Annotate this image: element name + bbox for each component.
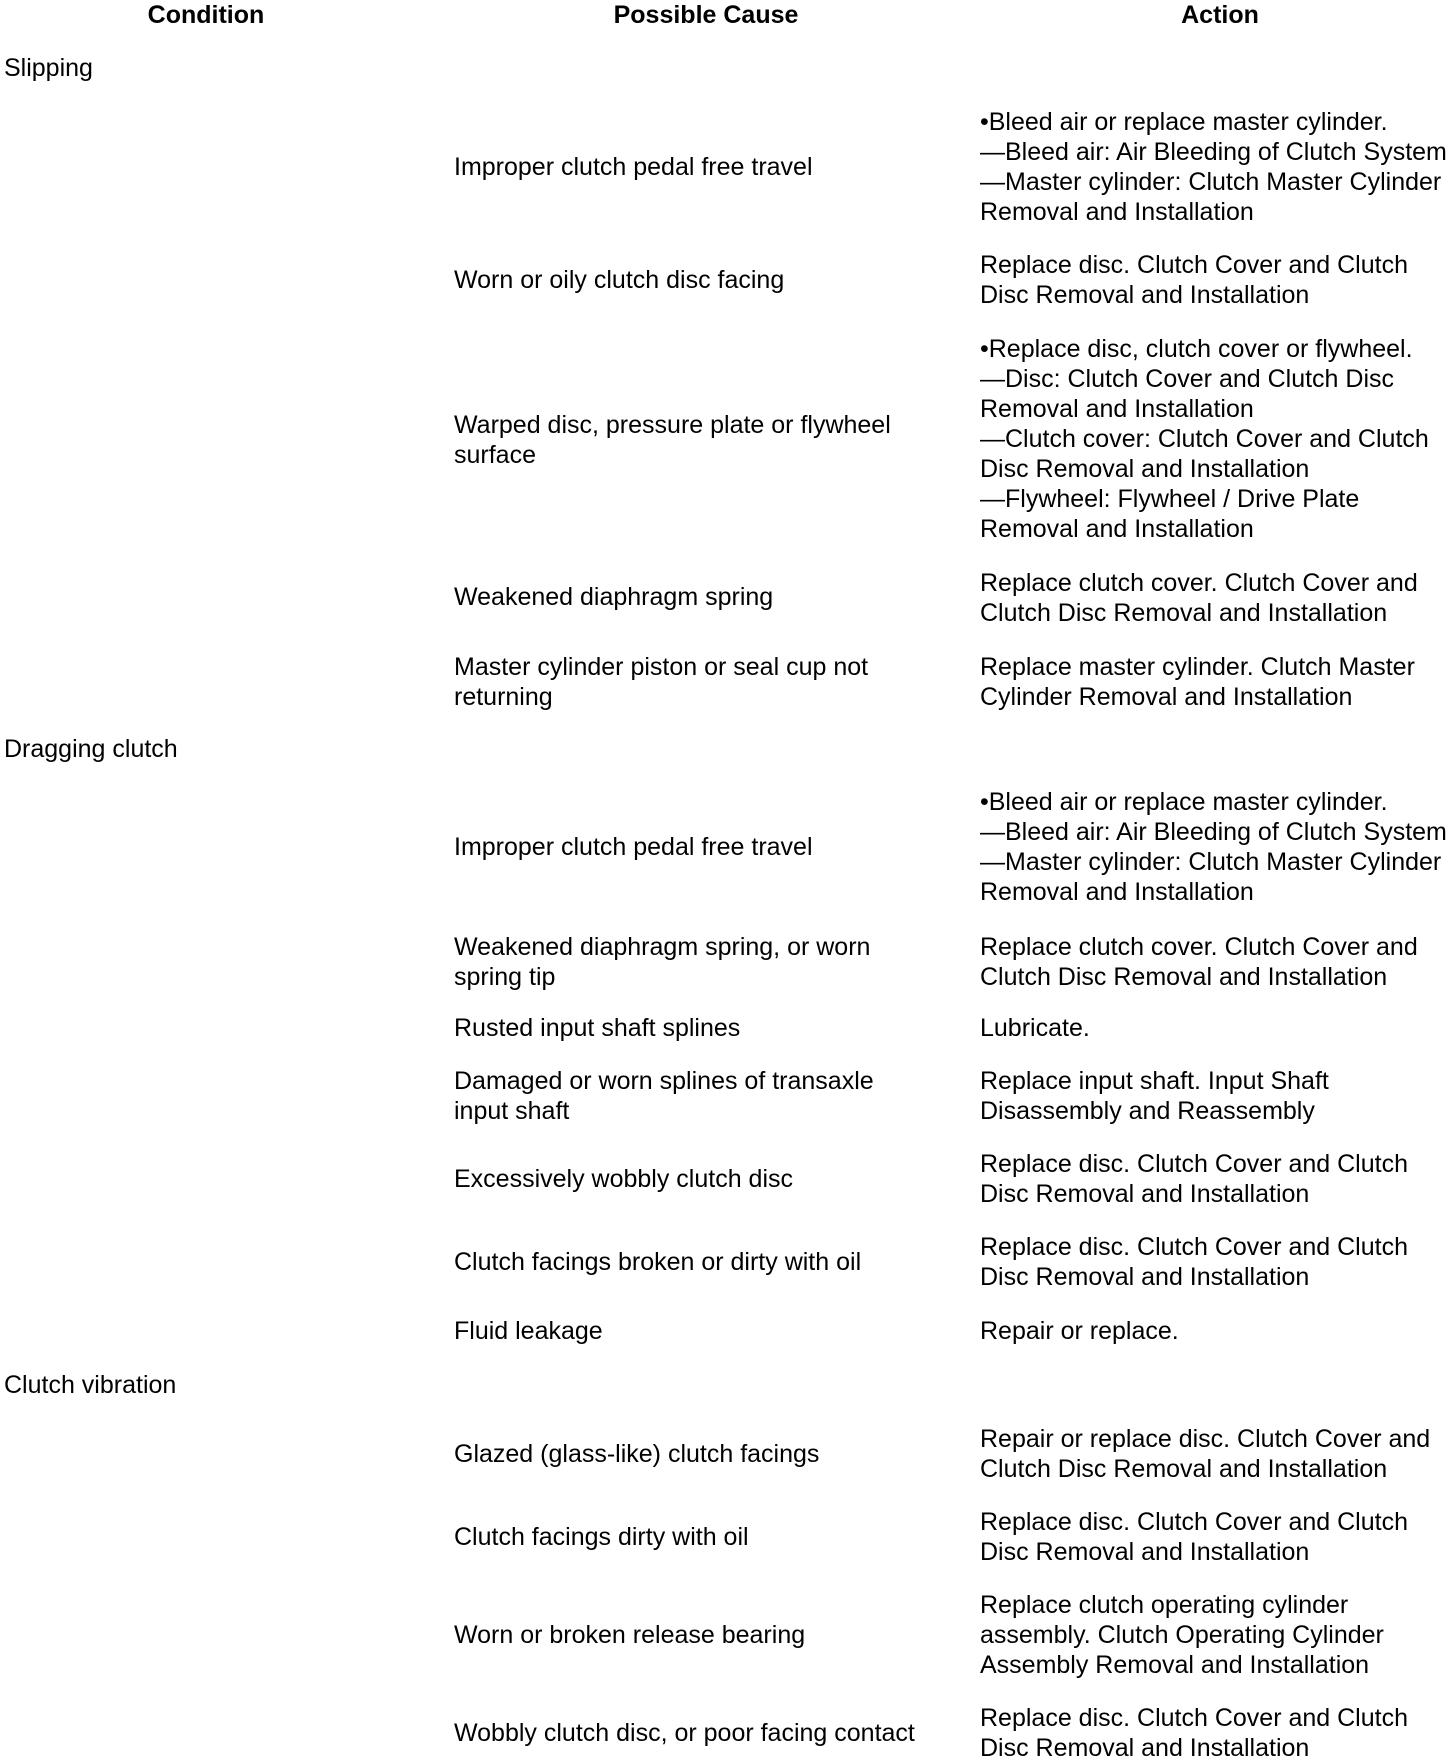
cause-cell: Clutch facings dirty with oil [454,1523,749,1551]
action-cell: Replace input shaft. Input Shaft Disassembly and Reassembly [980,1067,1329,1125]
header-possible-cause: Possible Cause [613,1,799,29]
action-cell: Replace disc. Clutch Cover and Clutch Disc Removal and Installation [980,251,1408,309]
action-cell: •Replace disc, clutch cover or flywheel. —Disc: Clutch Cover and Clutch Disc Removal and Installation —Clutch cover: Clutch Cover and Clutch Disc Removal and Installation —Flywheel: Flywheel / Drive Plate Removal and Installation [980,335,1429,543]
action-cell: Repair or replace disc. Clutch Cover and Clutch Disc Removal and Installation [980,1425,1431,1483]
cause-cell: Improper clutch pedal free travel [454,153,813,181]
action-cell: Replace disc. Clutch Cover and Clutch Disc Removal and Installation [980,1704,1408,1762]
header-condition: Condition [147,1,265,29]
condition-label: Clutch vibration [4,1371,177,1399]
condition-label: Dragging clutch [4,735,178,763]
cause-cell: Wobbly clutch disc, or poor facing contact [454,1719,915,1747]
cause-cell: Warped disc, pressure plate or flywheel surface [454,411,891,469]
action-cell: Replace master cylinder. Clutch Master Cylinder Removal and Installation [980,653,1415,711]
action-cell: Repair or replace. [980,1317,1179,1345]
header-action: Action [1181,1,1259,29]
cause-cell: Damaged or worn splines of transaxle input shaft [454,1067,874,1125]
condition-label: Slipping [4,54,93,82]
cause-cell: Master cylinder piston or seal cup not returning [454,653,869,711]
action-cell: •Bleed air or replace master cylinder. —Bleed air: Air Bleeding of Clutch System —Master cylinder: Clutch Master Cylinder Removal and Installation [980,108,1447,226]
cause-cell: Glazed (glass-like) clutch facings [454,1440,820,1468]
cause-cell: Worn or oily clutch disc facing [454,266,785,294]
cause-cell: Worn or broken release bearing [454,1621,806,1649]
action-cell: Replace clutch cover. Clutch Cover and Clutch Disc Removal and Installation [980,933,1418,991]
cause-cell: Excessively wobbly clutch disc [454,1165,794,1193]
cause-cell: Weakened diaphragm spring, or worn spring tip [454,933,871,991]
cause-cell: Improper clutch pedal free travel [454,833,813,861]
action-cell: Replace disc. Clutch Cover and Clutch Disc Removal and Installation [980,1508,1408,1566]
action-cell: Replace disc. Clutch Cover and Clutch Disc Removal and Installation [980,1150,1408,1208]
action-cell: Replace clutch operating cylinder assembly. Clutch Operating Cylinder Assembly Removal and Installation [980,1591,1384,1679]
cause-cell: Weakened diaphragm spring [454,583,774,611]
action-cell: •Bleed air or replace master cylinder. —Bleed air: Air Bleeding of Clutch System —Master cylinder: Clutch Master Cylinder Removal and Installation [980,788,1447,906]
action-cell: Replace disc. Clutch Cover and Clutch Disc Removal and Installation [980,1233,1408,1291]
action-cell: Replace clutch cover. Clutch Cover and Clutch Disc Removal and Installation [980,569,1418,627]
action-cell: Lubricate. [980,1014,1090,1042]
cause-cell: Clutch facings broken or dirty with oil [454,1248,862,1276]
cause-cell: Rusted input shaft splines [454,1014,741,1042]
cause-cell: Fluid leakage [454,1317,603,1345]
